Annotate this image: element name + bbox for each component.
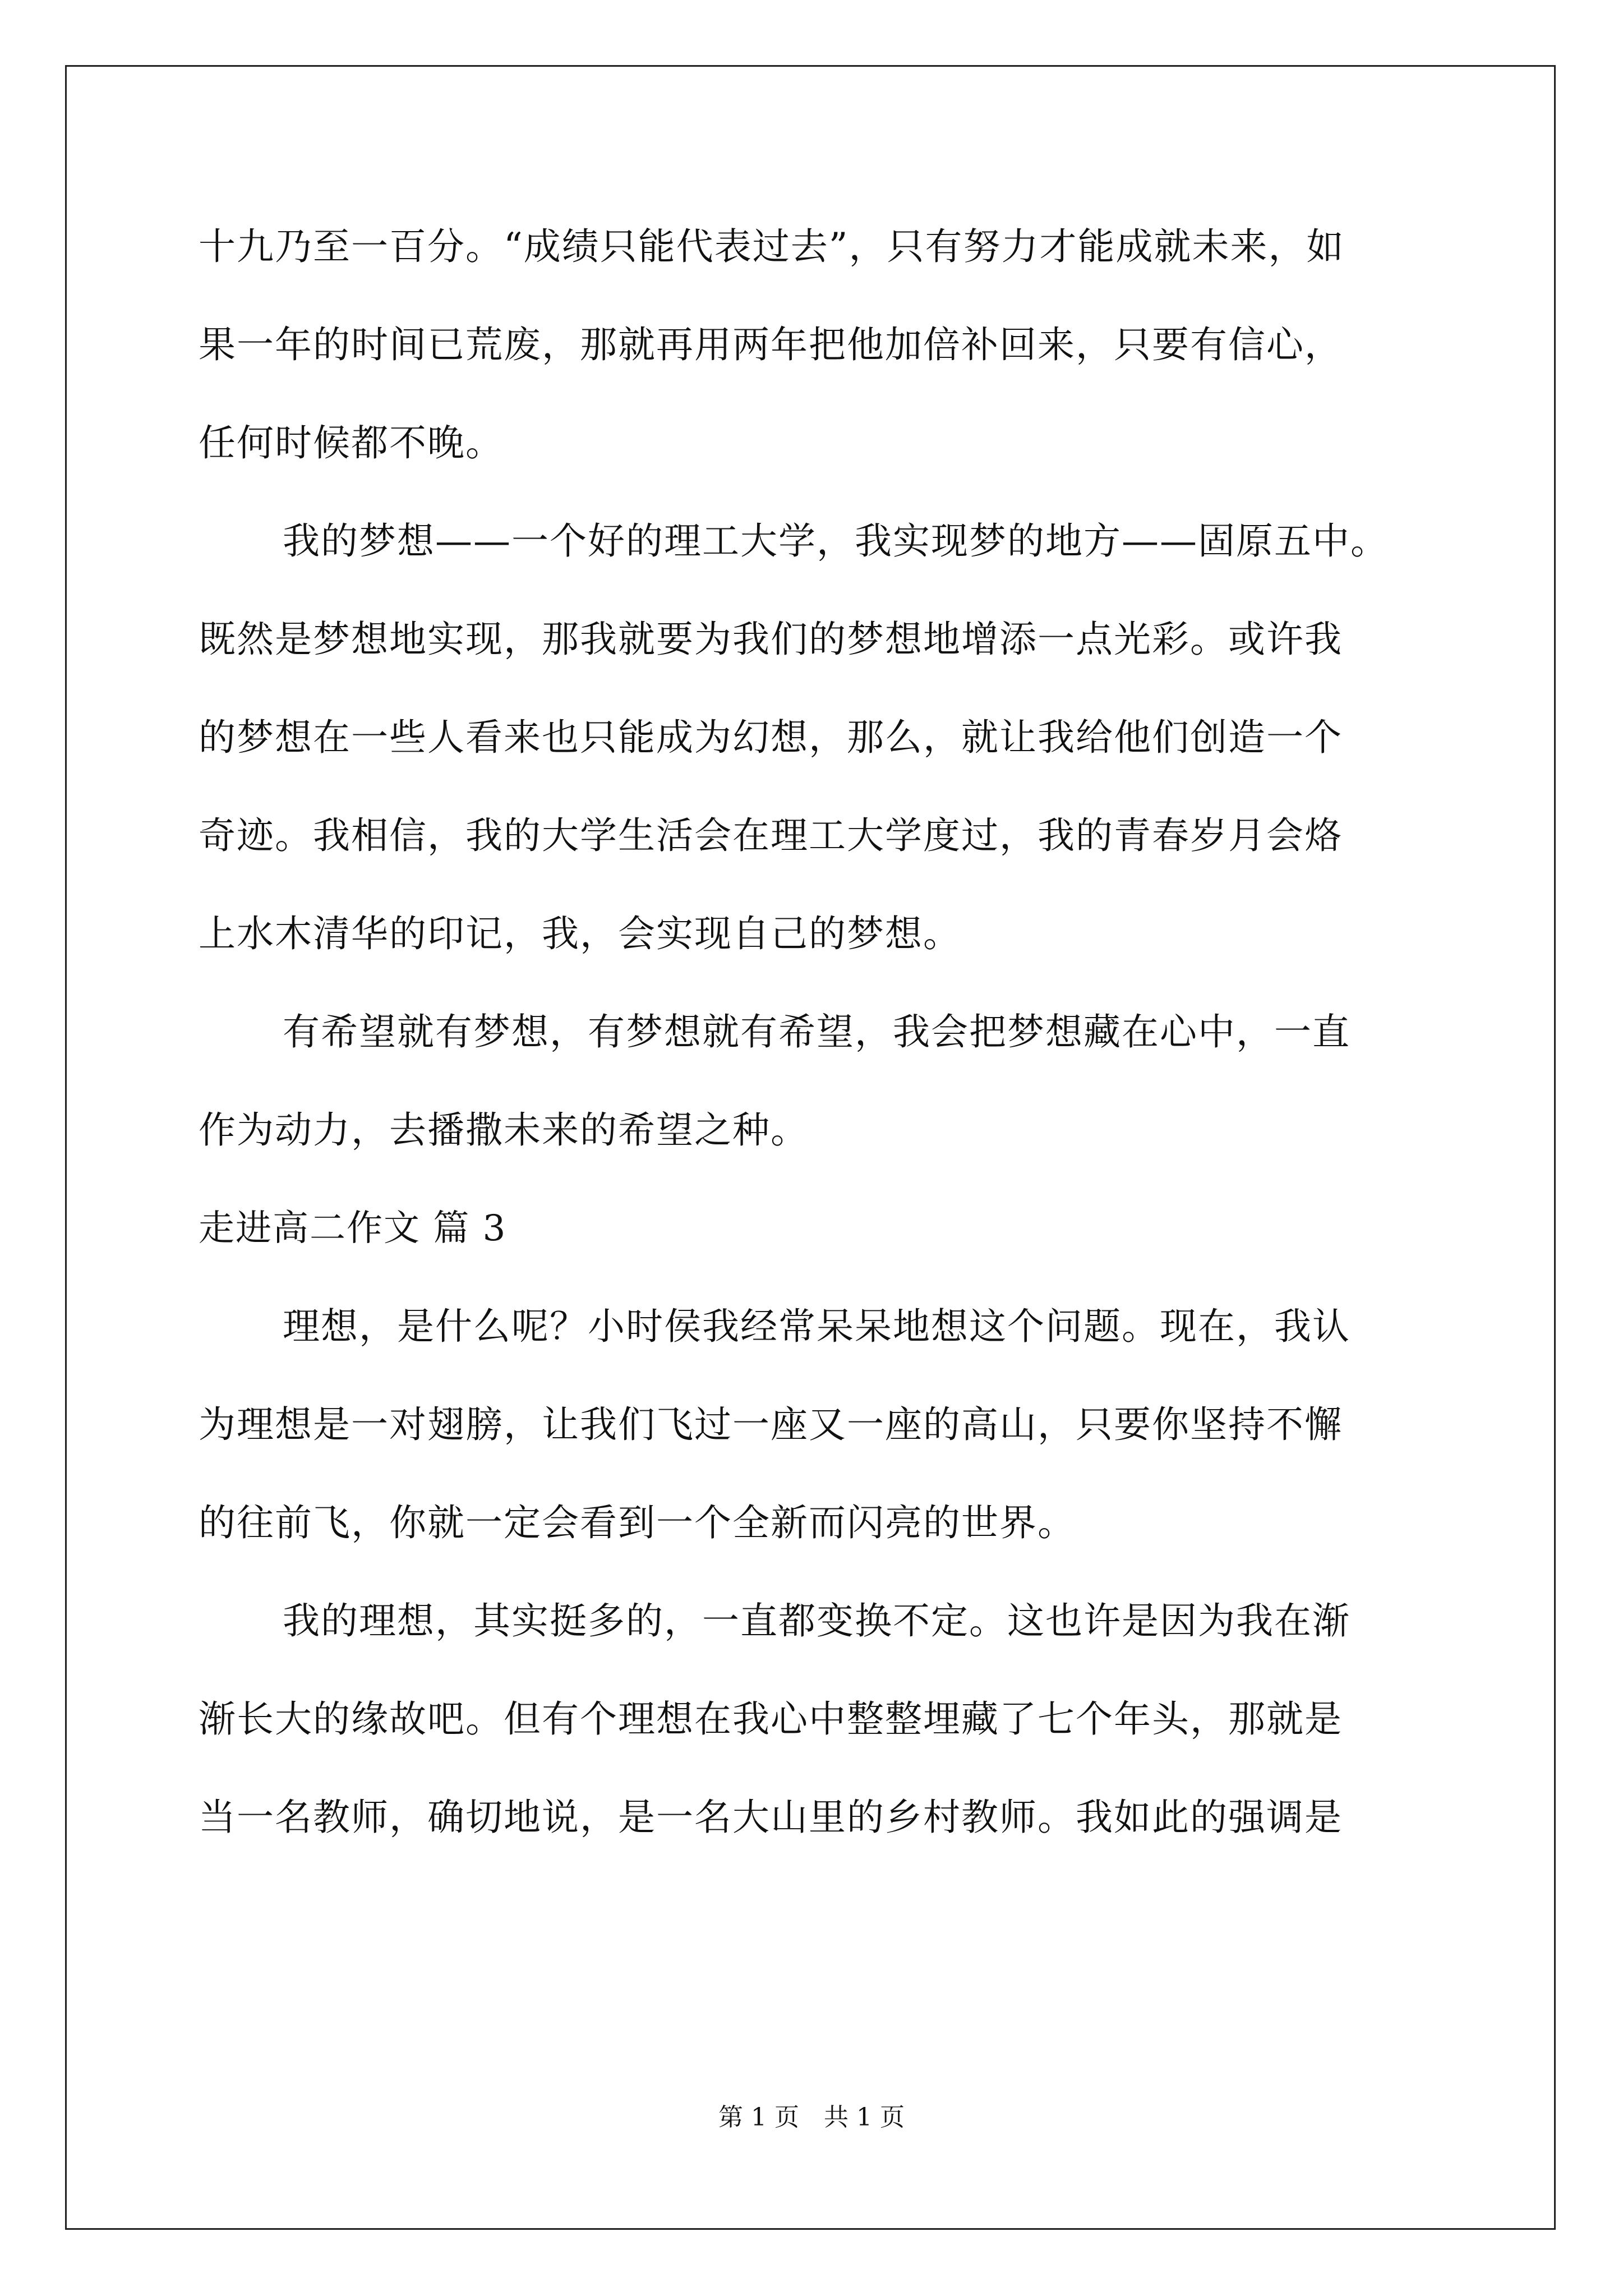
text-line: 为理想是一对翅膀，让我们飞过一座又一座的高山，只要你坚持不懈 — [199, 1403, 1343, 1446]
text-line: 十九乃至一百分。“成绩只能代表过去”，只有努力才能成就未来，如 — [199, 225, 1345, 268]
text-line: 作为动力，去播撒未来的希望之种。 — [199, 1108, 809, 1152]
text-line: 果一年的时间已荒废，那就再用两年把他加倍补回来，只要有信心， — [199, 323, 1343, 366]
text-line: 的梦想在一些人看来也只能成为幻想，那么，就让我给他们创造一个 — [199, 716, 1343, 759]
text-line: 的往前飞，你就一定会看到一个全新而闪亮的世界。 — [199, 1501, 1076, 1544]
text-line: 任何时候都不晚。 — [199, 421, 504, 464]
paragraph-first-line: 理想，是什么呢？小时侯我经常呆呆地想这个问题。现在，我认 — [283, 1305, 1350, 1348]
text-line: 渐长大的缘故吧。但有个理想在我心中整整埋藏了七个年头，那就是 — [199, 1697, 1343, 1741]
text-line: 当一名教师，确切地说，是一名大山里的乡村教师。我如此的强调是 — [199, 1796, 1343, 1839]
text-line: 奇迹。我相信，我的大学生活会在理工大学度过，我的青春岁月会烙 — [199, 814, 1343, 857]
text-line: 上水木清华的印记，我，会实现自己的梦想。 — [199, 912, 961, 955]
paragraph-first-line: 有希望就有梦想，有梦想就有希望，我会把梦想藏在心中，一直 — [283, 1010, 1350, 1053]
page-footer: 第 1 页 共 1 页 — [718, 2103, 905, 2132]
paragraph-first-line: 我的梦想——一个好的理工大学，我实现梦的地方——固原五中。 — [283, 519, 1389, 563]
paragraph-first-line: 我的理想，其实挺多的，一直都变换不定。这也许是因为我在渐 — [283, 1599, 1350, 1642]
section-heading: 走进高二作文 篇 3 — [199, 1208, 507, 1249]
text-line: 既然是梦想地实现，那我就要为我们的梦想地增添一点光彩。或许我 — [199, 618, 1343, 661]
